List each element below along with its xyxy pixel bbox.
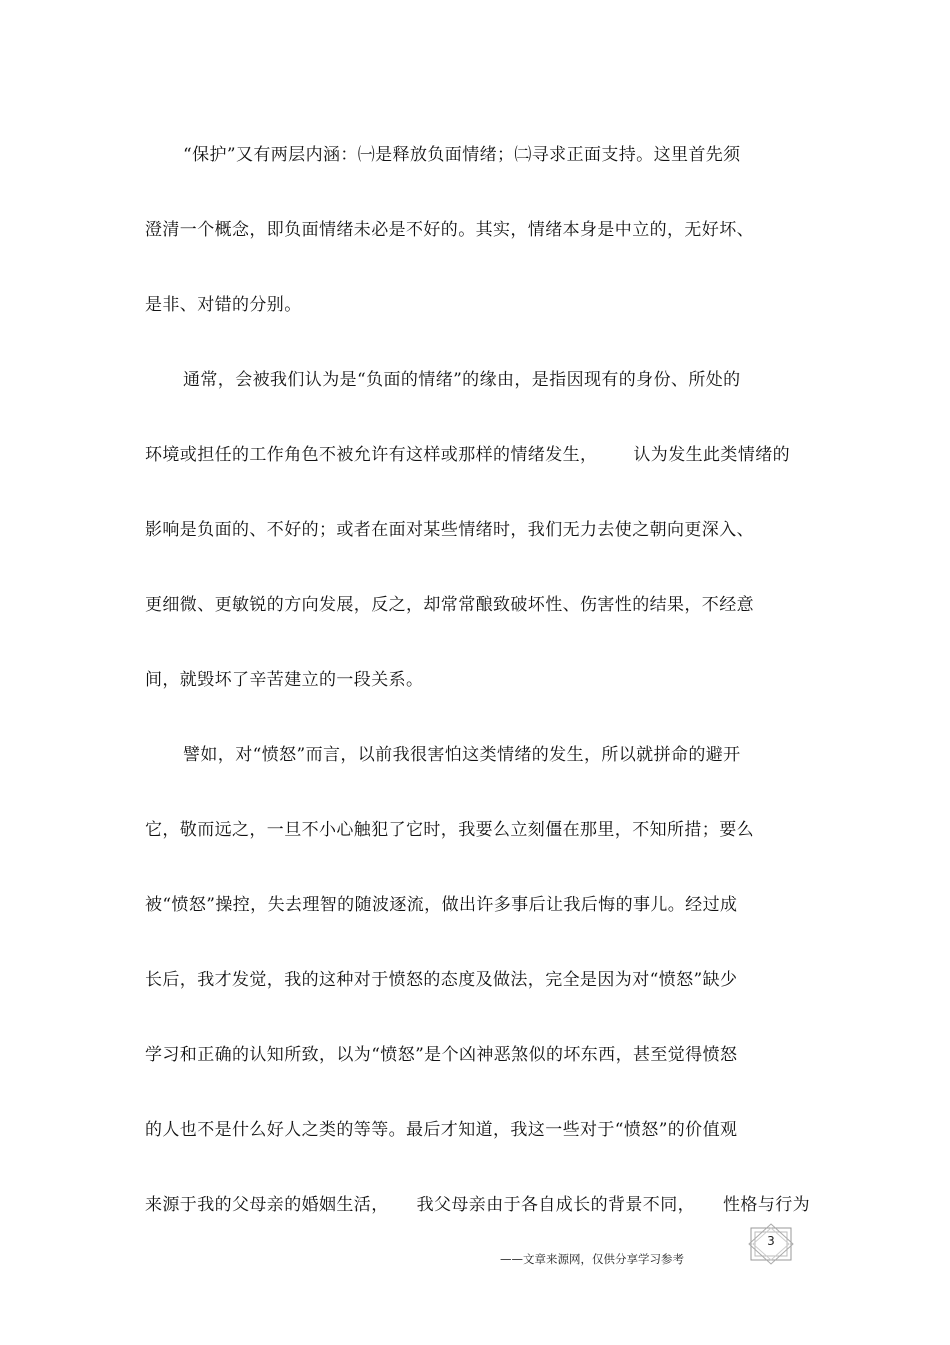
footer-source-text: ——文章来源网，仅供分享学习参考	[500, 1252, 684, 1266]
paragraph-3-line-7-part-1: 来源于我的父母亲的婚姻生活，	[145, 1195, 389, 1215]
paragraph-2-line-2	[145, 444, 790, 466]
paragraph-3-line-7-part-2: 我父母亲由于各自成长的背景不同，	[416, 1195, 696, 1215]
paragraph-3-line-1: 譬如，对“愤怒”而言，以前我很害怕这类情绪的发生，所以就拼命的避开	[183, 745, 741, 765]
paragraph-3-line-7	[145, 1194, 810, 1216]
paragraph-3-line-4: 长后，我才发觉，我的这种对于愤怒的态度及做法，完全是因为对“愤怒”缺少	[145, 970, 738, 990]
paragraph-2-line-5: 间，就毁坏了辛苦建立的一段关系。	[145, 670, 424, 690]
paragraph-3-line-2: 它，敬而远之，一旦不小心触犯了它时，我要么立刻僵在那里，不知所措；要么	[145, 820, 754, 840]
paragraph-2-line-1: 通常，会被我们认为是“负面的情绪”的缘由，是指因现有的身份、所处的	[183, 370, 741, 390]
paragraph-2-line-2-part-1: 环境或担任的工作角色不被允许有这样或那样的情绪发生，	[145, 445, 598, 465]
paragraph-2-line-2-part-2: 认为发生此类情绪的	[633, 445, 791, 465]
paragraph-1-line-3: 是非、对错的分别。	[145, 295, 302, 315]
page-number-badge	[747, 1222, 795, 1266]
paragraph-1-line-2: 澄清一个概念，即负面情绪未必是不好的。其实，情绪本身是中立的，无好坏、	[145, 220, 754, 240]
page-number: 3	[767, 1234, 775, 1248]
paragraph-3-line-7-part-3: 性格与行为	[723, 1195, 811, 1215]
paragraph-3-line-5: 学习和正确的认知所致，以为“愤怒”是个凶神恶煞似的坏东西，甚至觉得愤怒	[145, 1045, 738, 1065]
paragraph-3-line-3: 被“愤怒”操控，失去理智的随波逐流，做出许多事后让我后悔的事儿。经过成	[145, 895, 738, 915]
paragraph-2-line-4: 更细微、更敏锐的方向发展，反之，却常常酿致破坏性、伤害性的结果，不经意	[145, 595, 754, 615]
paragraph-2-line-3: 影响是负面的、不好的；或者在面对某些情绪时，我们无力去使之朝向更深入、	[145, 520, 754, 540]
paragraph-1-line-1: “保护”又有两层内涵：㈠是释放负面情绪；㈡寻求正面支持。这里首先须	[183, 145, 741, 165]
paragraph-3-line-6: 的人也不是什么好人之类的等等。最后才知道，我这一些对于“愤怒”的价值观	[145, 1120, 738, 1140]
